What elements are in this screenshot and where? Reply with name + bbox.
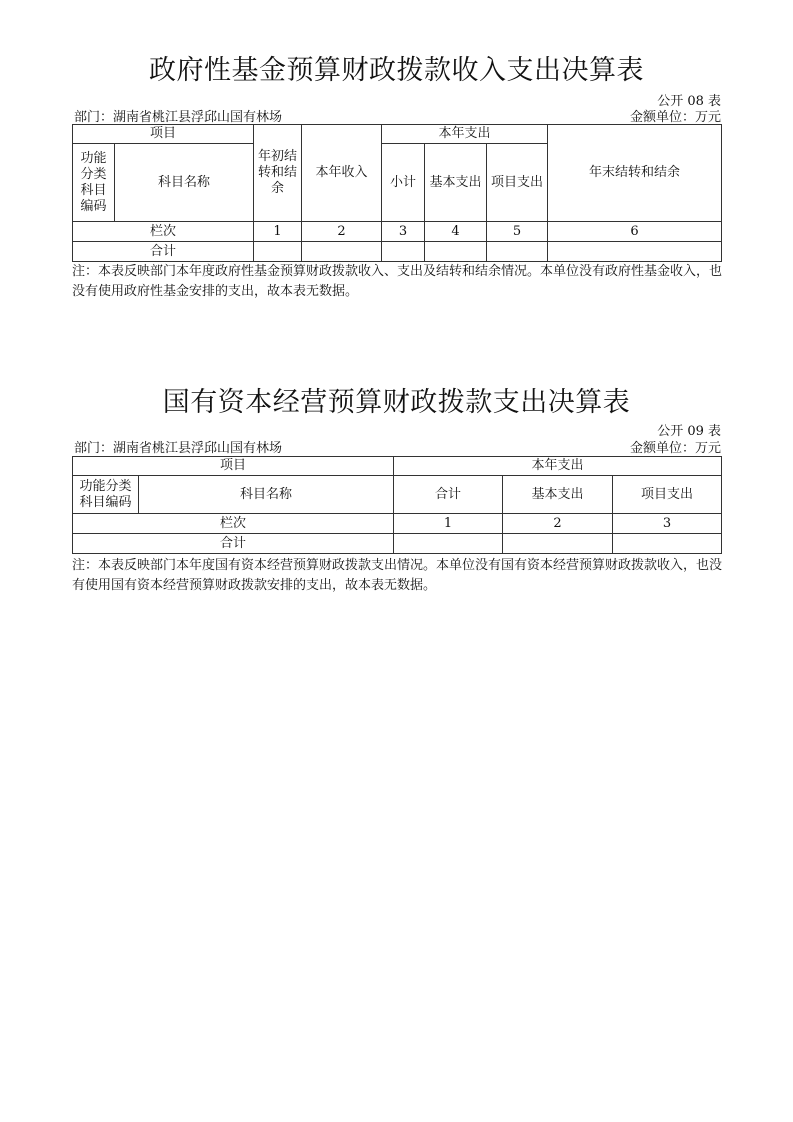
header-function-code: 功能分类科目编码 — [73, 476, 139, 514]
header-income: 本年收入 — [302, 125, 382, 222]
section1-table-number: 公开 08 表 — [657, 94, 721, 109]
col-index: 3 — [382, 222, 425, 242]
total-cell — [503, 534, 613, 554]
section2-title: 国有资本经营预算财政拨款支出决算表 — [162, 387, 631, 418]
fund-budget-table — [72, 124, 722, 262]
header-project-expense: 项目支出 — [487, 144, 548, 222]
section2-note: 注：本表反映部门本年度国有资本经营预算财政拨款支出情况。本单位没有国有资本经营预算财政拨款收入，也没有使用国有资本经营预算财政拨款安排的支出，故本表无数据。 — [72, 558, 723, 593]
header-subject-name: 科目名称 — [139, 476, 394, 514]
total-cell — [382, 242, 425, 262]
col-index: 1 — [394, 514, 503, 534]
section1-title: 政府性基金预算财政拨款收入支出决算表 — [149, 55, 644, 86]
section1-unit: 金额单位：万元 — [629, 110, 721, 125]
header-subject-name: 科目名称 — [115, 144, 254, 222]
header-expense: 本年支出 — [382, 125, 548, 144]
col-index: 5 — [487, 222, 548, 242]
header-function-code: 功能分类科目编码 — [73, 144, 115, 222]
col-index: 2 — [503, 514, 613, 534]
total-cell — [613, 534, 722, 554]
total-cell — [548, 242, 722, 262]
col-index: 3 — [613, 514, 722, 534]
header-subtotal: 小计 — [382, 144, 425, 222]
row-index-label: 栏次 — [73, 222, 254, 242]
section2-department: 部门：湖南省桃江县浮邱山国有林场 — [74, 441, 283, 456]
section2-unit: 金额单位：万元 — [629, 441, 721, 456]
col-index: 2 — [302, 222, 382, 242]
header-end-balance: 年末结转和结余 — [548, 125, 722, 222]
header-item: 项目 — [73, 125, 254, 144]
header-expense: 本年支出 — [394, 457, 722, 476]
state-capital-table — [72, 456, 722, 554]
total-cell — [302, 242, 382, 262]
header-project-expense: 项目支出 — [613, 476, 722, 514]
total-cell — [425, 242, 487, 262]
col-index: 4 — [425, 222, 487, 242]
row-index-label: 栏次 — [73, 514, 394, 534]
header-total: 合计 — [394, 476, 503, 514]
total-label: 合计 — [73, 242, 254, 262]
col-index: 1 — [254, 222, 302, 242]
header-item: 项目 — [73, 457, 394, 476]
col-index: 6 — [548, 222, 722, 242]
section2-table-number: 公开 09 表 — [657, 424, 721, 439]
total-cell — [394, 534, 503, 554]
total-cell — [254, 242, 302, 262]
header-basic-expense: 基本支出 — [425, 144, 487, 222]
total-label: 合计 — [73, 534, 394, 554]
header-begin-balance: 年初结转和结余 — [254, 125, 302, 222]
section1-note: 注：本表反映部门本年度政府性基金预算财政拨款收入、支出及结转和结余情况。本单位没有政府性基金收入，也没有使用政府性基金安排的支出，故本表无数据。 — [72, 264, 723, 299]
total-cell — [487, 242, 548, 262]
section1-department: 部门：湖南省桃江县浮邱山国有林场 — [74, 110, 283, 125]
header-basic-expense: 基本支出 — [503, 476, 613, 514]
